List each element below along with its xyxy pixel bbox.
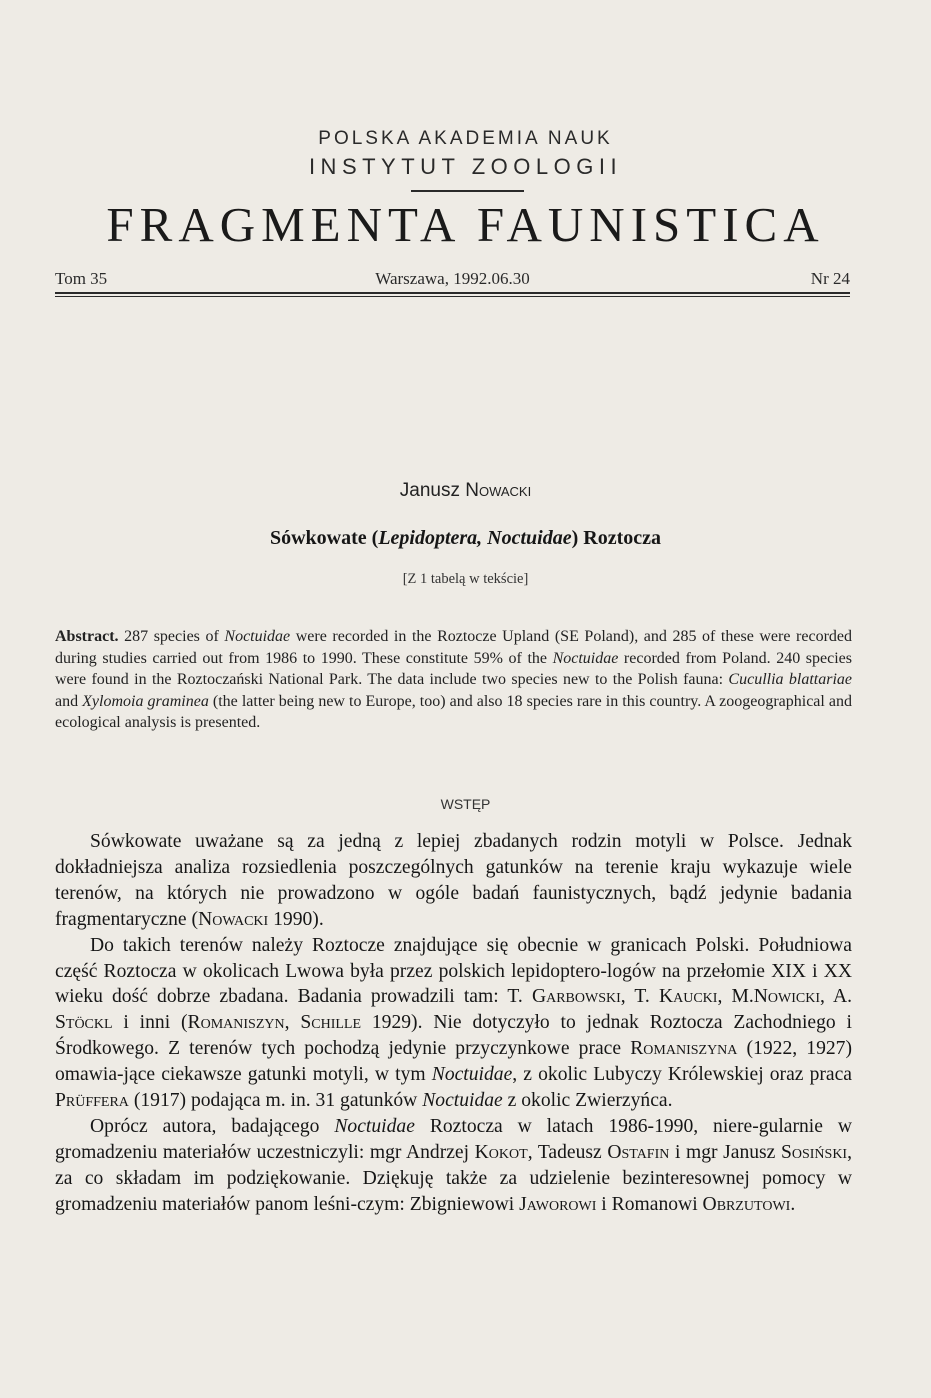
- text-run: .: [790, 1193, 796, 1215]
- header-rule: [411, 190, 524, 192]
- cited-author: Schille: [300, 1012, 362, 1034]
- cited-author: Romaniszyna: [630, 1038, 738, 1060]
- institute-name: INSTYTUT ZOOLOGII: [308, 154, 623, 179]
- body-text: [55, 829, 852, 1218]
- section-heading: WSTĘP: [440, 796, 491, 812]
- author-first-name: Janusz: [399, 480, 460, 501]
- title-part: ) Roztocza: [571, 527, 662, 549]
- paragraph: [55, 1114, 852, 1218]
- paragraph: [55, 829, 852, 933]
- place-date: Warszawa, 1992.06.30: [375, 269, 530, 288]
- taxon-name: Noctuidae: [334, 1115, 415, 1137]
- person-name: Obrzutowi: [702, 1193, 791, 1215]
- issue-number: Nr 24: [810, 269, 850, 288]
- text-run: , T.: [620, 986, 659, 1008]
- abstract-text: and: [55, 692, 83, 710]
- species-name: Cucullia blattariae: [728, 671, 853, 688]
- abstract-text: (the latter being new to Europe, too) and also 18 species rare in this country. A zoogeographical and ecological analysis is presented.: [55, 692, 852, 731]
- text-run: (1922, 1927) omawia-jące ciekawsze gatunki motyli, w tym: [55, 1038, 852, 1086]
- author: [0, 480, 931, 502]
- person-name: Kokot: [474, 1141, 528, 1163]
- text-run: ,: [284, 1012, 301, 1034]
- text-run: , z okolic Lubyczy Królewskiej oraz praca: [512, 1064, 852, 1086]
- text-run: z okolic Zwierzyńca.: [502, 1090, 673, 1112]
- table-note: [Z 1 tabelą w tekście]: [402, 571, 529, 587]
- taxon-name: Noctuidae: [224, 628, 291, 645]
- cited-author: Stöckl: [55, 1012, 113, 1034]
- text-run: 1929). Nie dotyczyło to jednak Roztocza Zachodniego i Środkowego. Z terenów tych pochodzą jedynie przyczynkowe prace: [55, 1012, 852, 1060]
- person-name: Sosiński: [780, 1141, 848, 1163]
- text-run: (1917) podająca m. in. 31 gatunków: [128, 1090, 423, 1112]
- volume-number: Tom 35: [55, 269, 108, 288]
- cited-author: Kaucki: [658, 986, 718, 1008]
- cited-author: Garbowski: [531, 986, 621, 1008]
- taxon-name: Noctuidae: [552, 649, 619, 667]
- text-run: , Tadeusz: [527, 1141, 608, 1163]
- cited-author: Prüffera: [55, 1090, 129, 1112]
- title-part: Sówkowate (: [269, 527, 379, 549]
- text-run: , za co składam im podziękowanie. Dziękuję także za udzielenie bezinteresownej pomocy w gromadzeniu materiałów panom leśni-czym: Zbigniewowi: [55, 1141, 852, 1215]
- text-run: i Romanowi: [596, 1193, 703, 1215]
- paragraph: [55, 933, 852, 1114]
- text-run: 1990).: [268, 908, 324, 930]
- taxon-name: Noctuidae: [431, 1064, 513, 1086]
- person-name: Jaworowi: [519, 1193, 597, 1215]
- person-name: Ostafin: [607, 1141, 670, 1163]
- abstract-text: 287 species of: [118, 628, 225, 645]
- author-last-name: Nowacki: [465, 480, 532, 501]
- abstract-text: recorded from Poland. 240 species were found in the Roztoczański National Park. The data include two species new to the Polish fauna:: [55, 649, 852, 688]
- journal-title: FRAGMENTA FAUNISTICA: [106, 197, 825, 252]
- abstract: [55, 626, 852, 734]
- article-title: [0, 527, 931, 550]
- taxon-name: Noctuidae: [422, 1090, 503, 1112]
- abstract-label: Abstract.: [55, 628, 119, 645]
- text-run: Do takich terenów należy Roztocze znajdujące się obecnie w granicach Polski. Południowa część Roztocza w okolicach Lwowa była przez polskich lepidoptero-logów na przełomie XIX i XX wieku dość dobrze zbadana. Badania prowadzili tam: T.: [55, 934, 852, 1008]
- text-run: i inni (: [112, 1012, 188, 1034]
- cited-author: Nowacki: [198, 908, 269, 930]
- species-name: Xylomoia graminea: [82, 692, 209, 710]
- title-taxa: Lepidoptera, Noctuidae: [378, 527, 572, 549]
- abstract-text: were recorded in the Roztocze Upland (SE Poland), and 285 of these were recorded during studies carried out from 1986 to 1990. These constitute 59% of the: [55, 628, 853, 667]
- issue-info: [55, 269, 850, 289]
- text-run: , M.: [717, 986, 754, 1008]
- issue-rule: [55, 292, 850, 297]
- cited-author: Romaniszyn: [187, 1012, 285, 1034]
- academy-name: POLSKA AKADEMIA NAUK: [318, 128, 613, 149]
- text-run: i mgr Janusz: [669, 1141, 781, 1163]
- text-run: , A.: [820, 986, 853, 1008]
- cited-author: Nowicki: [753, 986, 821, 1008]
- text-run: Sówkowate uważane są za jedną z lepiej zbadanych rodzin motyli w Polsce. Jednak dokładniejsza analiza rozsiedlenia poszczególnych gatunków na terenie kraju wykazuje wiele terenów, na których nie prowadzono w ogóle badań faunistycznych, bądź jedynie badania fragmentaryczne (: [55, 831, 852, 930]
- text-run: Oprócz autora, badającego: [90, 1115, 335, 1137]
- text-run: Roztocza w latach 1986-1990, niere-gularnie w gromadzeniu materiałów uczestniczyli: mgr Andrzej: [55, 1115, 852, 1163]
